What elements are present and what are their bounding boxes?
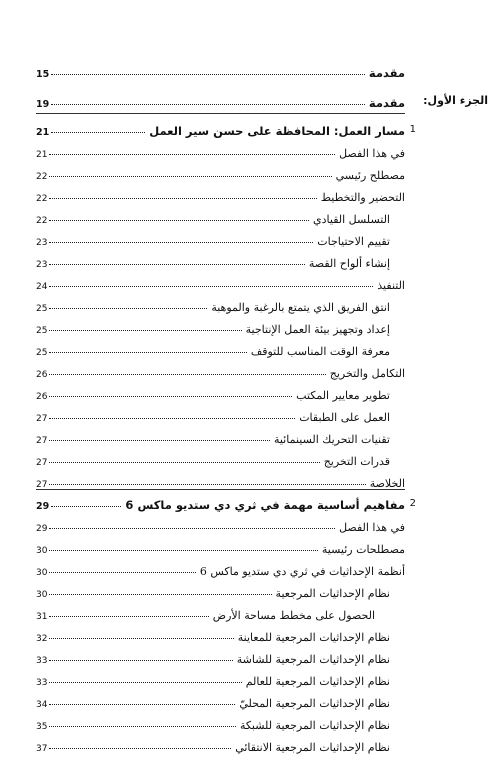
dot-leader — [49, 550, 317, 551]
toc-entry-title: في هذا الفصل — [339, 147, 405, 160]
toc-page-number: 27 — [36, 480, 48, 490]
toc-page-number: 22 — [36, 216, 48, 226]
toc-page-number: 25 — [36, 348, 48, 358]
toc-page-number: 23 — [36, 238, 48, 248]
toc-row[interactable] — [36, 622, 390, 644]
part-label — [423, 94, 488, 107]
dot-leader — [49, 726, 236, 727]
dot-leader — [49, 572, 195, 573]
toc-page-number: 15 — [36, 69, 50, 80]
toc-entry-title: مصطلح رئيسي — [335, 169, 405, 182]
toc-entry-title: نظام الإحداثيات المرجعية للعالم — [245, 675, 390, 688]
toc-page-number: 25 — [36, 304, 48, 314]
dot-leader — [49, 396, 292, 397]
toc-entry-title: نظام الإحداثيات المرجعية للمعاينة — [237, 631, 390, 644]
toc-entry-title: التنفيذ — [377, 279, 405, 292]
toc-entry-title: تقييم الاحتياجات — [317, 235, 390, 248]
toc-page-number: 27 — [36, 414, 48, 424]
toc-page-number: 29 — [36, 501, 50, 512]
toc-row[interactable] — [36, 644, 390, 666]
dot-leader — [51, 132, 145, 133]
toc-page-number: 21 — [36, 127, 50, 138]
toc-row[interactable] — [36, 424, 390, 446]
toc-page-number: 22 — [36, 172, 48, 182]
toc-page-number: 24 — [36, 282, 48, 292]
dot-leader — [51, 74, 365, 75]
toc-entry-title: الخلاصة — [369, 477, 405, 490]
toc-row-chapter-2[interactable] — [36, 490, 405, 512]
toc-entry-title: نظام الإحداثيات المرجعية للشبكة — [239, 719, 390, 732]
chapter-number: 1 — [409, 124, 416, 135]
dot-leader — [49, 528, 335, 529]
part-label-text: الجزء الأول: — [423, 94, 488, 107]
toc-row[interactable] — [36, 710, 390, 732]
toc-row[interactable] — [36, 182, 405, 204]
toc-entry-title: التسلسل القيادي — [313, 213, 390, 226]
dot-leader — [49, 748, 231, 749]
toc-row[interactable] — [36, 314, 390, 336]
toc-entry-title: الحصول على مخطط مساحة الأرض — [212, 609, 375, 622]
toc-entry-title: إعداد وتجهيز بيئة العمل الإنتاجية — [245, 323, 390, 336]
toc-page-number: 27 — [36, 436, 48, 446]
toc-page-number: 26 — [36, 370, 48, 380]
dot-leader — [49, 682, 241, 683]
toc-row[interactable] — [36, 666, 390, 688]
toc-page-number: 32 — [36, 634, 48, 644]
toc-row[interactable] — [36, 226, 390, 248]
toc-row-part[interactable] — [36, 88, 405, 110]
toc-entry-title: مصطلحات رئيسية — [321, 543, 405, 556]
dot-leader — [49, 242, 313, 243]
dot-leader — [49, 594, 271, 595]
toc-row-chapter-1[interactable] — [36, 116, 405, 138]
toc-row[interactable] — [36, 600, 375, 622]
toc-row[interactable] — [36, 138, 405, 160]
toc-row[interactable] — [36, 160, 405, 182]
toc-entry-title: التكامل والتخريج — [329, 367, 405, 380]
dot-leader — [49, 154, 335, 155]
dot-leader — [49, 176, 331, 177]
toc-entry-title: مسار العمل: المحافظة على حسن سير العمل — [149, 124, 405, 138]
toc-entry-title: مفاهيم أساسية مهمة في ثري دي ستديو ماكس 6 — [125, 498, 405, 512]
toc-row[interactable] — [36, 270, 405, 292]
toc-page-number: 30 — [36, 568, 48, 578]
toc-page-number: 30 — [36, 590, 48, 600]
toc-entry-title: نظام الإحداثيات المرجعية الانتقائي — [235, 741, 390, 754]
dot-leader — [49, 264, 304, 265]
toc-page-number: 26 — [36, 392, 48, 402]
toc-row[interactable] — [36, 358, 405, 380]
toc-row[interactable] — [36, 380, 390, 402]
toc-entry-title: انتق الفريق الذي يتمتع بالرغبة والموهبة — [211, 301, 390, 314]
toc-page-number: 25 — [36, 326, 48, 336]
toc-page-number: 21 — [36, 150, 48, 160]
dot-leader — [49, 704, 235, 705]
toc-row[interactable] — [36, 534, 405, 556]
dot-leader — [49, 220, 309, 221]
toc-row[interactable] — [36, 402, 390, 424]
toc-entry-title: التحضير والتخطيط — [320, 191, 405, 204]
toc-page-number: 37 — [36, 744, 48, 754]
toc-row[interactable] — [36, 446, 390, 468]
toc-page-number: 30 — [36, 546, 48, 556]
toc-row[interactable] — [36, 336, 390, 358]
toc-row[interactable] — [36, 578, 390, 600]
toc-entry-title: أنظمة الإحداثيات في ثري دي ستديو ماكس 6 — [199, 565, 405, 578]
toc-row[interactable] — [36, 248, 390, 270]
toc-row[interactable] — [36, 292, 390, 314]
toc-page-number: 34 — [36, 700, 48, 710]
dot-leader — [49, 374, 325, 375]
dot-leader — [49, 286, 373, 287]
toc-row[interactable] — [36, 468, 405, 490]
dot-leader — [49, 330, 241, 331]
toc-page-number: 35 — [36, 722, 48, 732]
dot-leader — [49, 440, 270, 441]
toc-entry-title: نظام الإحداثيات المرجعية للشاشة — [236, 653, 390, 666]
toc-entry-title: في هذا الفصل — [339, 521, 405, 534]
toc-entry-title: تطوير معايير المكتب — [296, 389, 390, 402]
dot-leader — [49, 484, 365, 485]
toc-row[interactable] — [36, 732, 390, 754]
toc-entry-title: تقنيات التحريك السينمائية — [273, 433, 390, 446]
toc-row[interactable] — [36, 688, 390, 710]
toc-entry-title: مقدمة — [368, 96, 405, 110]
toc-page-number: 33 — [36, 656, 48, 666]
toc-entry-title: نظام الإحداثيات المرجعية — [275, 587, 390, 600]
chapter-number: 2 — [409, 498, 416, 509]
toc-row-intro[interactable] — [36, 58, 405, 80]
toc-entry-title: العمل على الطبقات — [299, 411, 390, 424]
toc-row[interactable] — [36, 512, 405, 534]
dot-leader — [49, 462, 319, 463]
dot-leader — [51, 506, 121, 507]
dot-leader — [49, 308, 207, 309]
toc-page-number: 33 — [36, 678, 48, 688]
part-divider — [36, 113, 405, 114]
toc-entry-title: قدرات التخريج — [323, 455, 390, 468]
dot-leader — [51, 104, 365, 105]
toc-page-number: 31 — [36, 612, 48, 622]
dot-leader — [49, 638, 233, 639]
toc-row[interactable] — [36, 556, 405, 578]
toc-row[interactable] — [36, 204, 390, 226]
dot-leader — [49, 660, 232, 661]
dot-leader — [49, 198, 316, 199]
dot-leader — [49, 418, 295, 419]
toc-entry-title: مقدمة — [368, 66, 405, 80]
toc-page-number: 22 — [36, 194, 48, 204]
toc-page-number: 27 — [36, 458, 48, 468]
toc-page-number: 19 — [36, 99, 50, 110]
dot-leader — [49, 352, 246, 353]
toc-page-number: 29 — [36, 524, 48, 534]
toc-entry-title: إنشاء ألواح القصة — [308, 257, 390, 270]
dot-leader — [49, 616, 208, 617]
toc-entry-title: نظام الإحداثيات المرجعية المحليّ — [239, 697, 390, 710]
toc-entry-title: معرفة الوقت المناسب للتوقف — [250, 345, 390, 358]
toc-page-number: 23 — [36, 260, 48, 270]
